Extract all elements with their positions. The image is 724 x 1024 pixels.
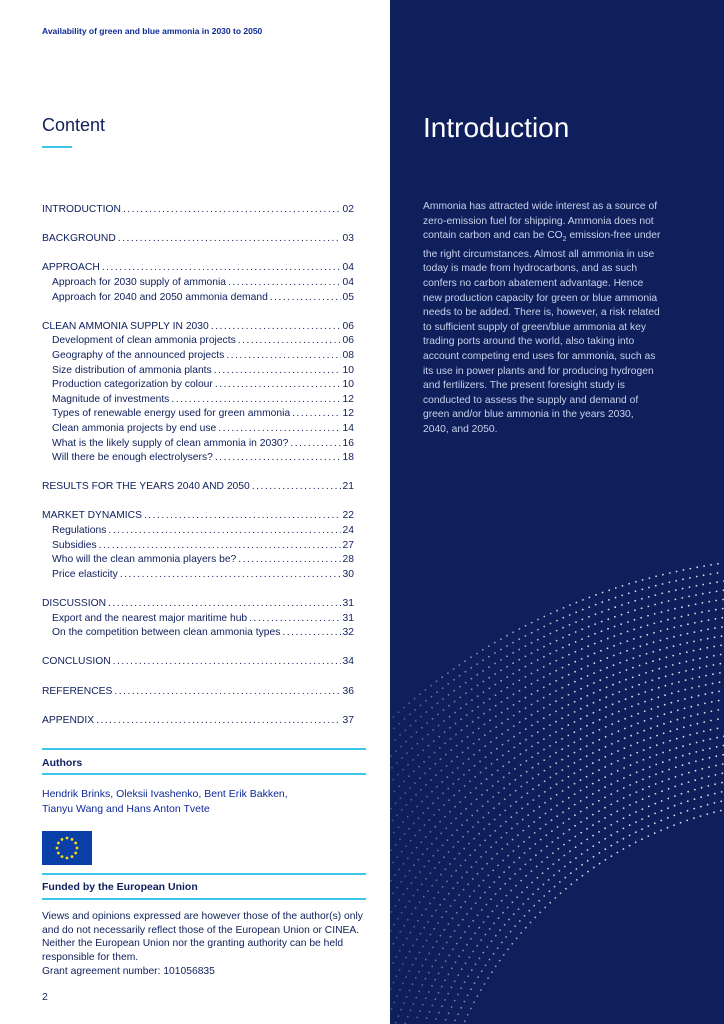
toc-entry[interactable]: [42, 480, 354, 495]
toc-subentry[interactable]: [42, 378, 354, 393]
toc-page-number: 37: [342, 714, 354, 726]
toc-leader-dots: [211, 320, 341, 335]
toc-leader-dots: [102, 261, 341, 276]
introduction-text: [423, 200, 661, 438]
toc-page-number: 31: [342, 598, 354, 610]
toc-leader-dots: [171, 393, 340, 408]
toc-label: RESULTS FOR THE YEARS 2040 AND 2050: [42, 481, 250, 493]
toc-label: INTRODUCTION: [42, 204, 121, 215]
toc-entry[interactable]: [42, 597, 354, 612]
grant-number: Grant agreement number: 101056835: [42, 965, 215, 977]
toc-page-number: 10: [342, 364, 354, 376]
toc-subentry[interactable]: [42, 291, 354, 306]
toc-leader-dots: [214, 364, 341, 379]
toc-leader-dots: [108, 524, 340, 539]
toc-leader-dots: [282, 626, 340, 641]
toc-page-number: 10: [342, 379, 354, 391]
toc-subentry[interactable]: [42, 612, 354, 627]
toc-page-number: 08: [342, 349, 354, 361]
toc-subentry[interactable]: [42, 407, 354, 422]
toc-page-number: 05: [342, 291, 354, 303]
toc-leader-dots: [144, 509, 341, 524]
intro-text-part: Ammonia has attracted wide interest as a source of zero-emission fuel for shipping. Ammonia does not contain carbon and can be CO: [423, 201, 658, 242]
toc-leader-dots: [228, 276, 341, 291]
toc-subentry[interactable]: [42, 276, 354, 291]
eu-flag-icon: [42, 831, 92, 865]
toc-subentry[interactable]: [42, 524, 354, 539]
toc-subentry[interactable]: [42, 626, 354, 641]
toc-page-number: 14: [342, 422, 354, 434]
toc-entry[interactable]: [42, 685, 354, 700]
toc-label: Export and the nearest major maritime hub: [52, 612, 248, 624]
toc-leader-dots: [114, 685, 340, 700]
eu-star-icon: [74, 852, 77, 855]
intro-text-part: emission-free under the right circumstances. Almost all ammonia in use today is made from hydrocarbons, and as such confers no carbon abatement advantage. Hence new production capacity for green or blue ammonia needs to be added. There is, however, a risk related to sufficient supply of green/blue ammonia at key trading ports around the world, also taking into account competing end uses for ammonia, such as its use in power plants and for producing hydrogen and fertilizers. The present foresight study is conducted to assess the supply and demand of green and/or blue ammonia in the years 2030, 2040, and 2050.: [423, 230, 661, 435]
introduction-heading: Introduction: [423, 112, 570, 143]
toc-subentry[interactable]: [42, 437, 354, 452]
toc-label: BACKGROUND: [42, 233, 116, 245]
divider: [42, 873, 366, 875]
toc-leader-dots: [292, 407, 340, 422]
toc-label: Price elasticity: [52, 568, 118, 580]
toc-label: Production categorization by colour: [52, 379, 213, 391]
toc-page-number: 22: [342, 510, 354, 522]
toc-page-number: 04: [342, 276, 354, 288]
toc-page-number: 12: [342, 393, 354, 405]
toc-entry[interactable]: [42, 261, 354, 276]
eu-star-icon: [57, 842, 60, 845]
eu-star-icon: [71, 855, 74, 858]
toc-entry[interactable]: [42, 655, 354, 670]
toc-label: Approach for 2030 supply of ammonia: [52, 276, 227, 288]
eu-star-icon: [61, 838, 64, 841]
toc-page-number: 24: [342, 525, 354, 537]
authors-line: Hendrik Brinks, Oleksii Ivashenko, Bent Erik Bakken,: [42, 788, 288, 800]
eu-star-icon: [66, 857, 69, 860]
toc-label: APPROACH: [42, 262, 100, 274]
toc-page-number: 12: [342, 408, 354, 420]
toc-subentry[interactable]: [42, 393, 354, 408]
toc-leader-dots: [238, 334, 341, 349]
toc-leader-dots: [218, 422, 340, 437]
toc-subentry[interactable]: [42, 451, 354, 466]
toc-page-number: 31: [342, 612, 354, 624]
heading-underline: [42, 146, 72, 148]
divider: [42, 773, 366, 775]
eu-star-icon: [56, 847, 59, 850]
intro-subscript: 2: [562, 236, 567, 244]
eu-star-icon: [57, 852, 60, 855]
toc-subentry[interactable]: [42, 568, 354, 583]
table-of-contents: [42, 203, 354, 728]
toc-label: DISCUSSION: [42, 598, 107, 610]
toc-page-number: 27: [342, 539, 354, 551]
toc-label: CONCLUSION: [42, 656, 111, 668]
disclaimer: [42, 910, 368, 979]
toc-leader-dots: [252, 480, 341, 495]
toc-label: What is the likely supply of clean ammonia in 2030?: [52, 437, 289, 449]
toc-page-number: 16: [342, 437, 354, 449]
funding-heading: Funded by the European Union: [42, 881, 198, 893]
authors-heading: Authors: [42, 757, 83, 769]
disclaimer-text: Views and opinions expressed are however those of the author(s) only and do not necessarily reflect those of the European Union or CINEA. Neither the European Union nor the granting authority can be held responsible for them.: [42, 911, 363, 964]
toc-subentry[interactable]: [42, 553, 354, 568]
toc-page-number: 06: [342, 320, 354, 332]
eu-star-icon: [66, 837, 69, 840]
divider: [42, 898, 366, 900]
toc-label: CLEAN AMMONIA SUPPLY IN 2030: [42, 320, 209, 332]
toc-page-number: 30: [342, 568, 354, 580]
toc-entry[interactable]: [42, 232, 354, 247]
toc-page-number: 34: [342, 656, 354, 668]
toc-subentry[interactable]: [42, 349, 354, 364]
authors-line: Tianyu Wang and Hans Anton Tvete: [42, 802, 210, 815]
eu-star-icon: [74, 842, 77, 845]
toc-leader-dots: [249, 612, 340, 627]
toc-page-number: 18: [342, 452, 354, 464]
toc-page-number: 28: [342, 554, 354, 566]
toc-label: Regulations: [52, 525, 107, 537]
toc-page-number: 36: [342, 685, 354, 697]
toc-entry[interactable]: [42, 320, 354, 335]
toc-label: Clean ammonia projects by end use: [52, 422, 217, 434]
toc-leader-dots: [215, 451, 341, 466]
toc-subentry[interactable]: [42, 334, 354, 349]
toc-label: On the competition between clean ammonia types: [52, 627, 281, 639]
toc-leader-dots: [215, 378, 341, 393]
toc-leader-dots: [113, 655, 341, 670]
toc-page-number: 04: [342, 262, 354, 274]
toc-leader-dots: [108, 597, 340, 612]
toc-page-number: 21: [342, 481, 354, 493]
toc-leader-dots: [226, 349, 340, 364]
toc-label: Size distribution of ammonia plants: [52, 364, 212, 376]
toc-label: APPENDIX: [42, 714, 95, 726]
toc-entry[interactable]: [42, 509, 354, 524]
toc-page-number: 32: [342, 627, 354, 639]
toc-label: Geography of the announced projects: [52, 349, 225, 361]
eu-star-icon: [71, 838, 74, 841]
toc-leader-dots: [120, 568, 341, 583]
toc-page-number: 06: [342, 335, 354, 347]
toc-leader-dots: [96, 714, 340, 729]
toc-page-number: 03: [342, 233, 354, 245]
toc-leader-dots: [238, 553, 340, 568]
toc-subentry[interactable]: [42, 422, 354, 437]
eu-star-icon: [61, 855, 64, 858]
toc-label: Subsidies: [52, 539, 97, 551]
content-heading: Content: [42, 115, 106, 135]
toc-label: Magnitude of investments: [52, 393, 170, 405]
toc-label: Development of clean ammonia projects: [52, 335, 236, 347]
page-number: 2: [42, 991, 48, 1003]
toc-page-number: 02: [342, 204, 354, 215]
toc-label: Approach for 2040 and 2050 ammonia demand: [52, 291, 268, 303]
toc-label: Who will the clean ammonia players be?: [52, 554, 237, 566]
toc-label: REFERENCES: [42, 685, 113, 697]
toc-leader-dots: [118, 232, 341, 247]
dot-pattern: [390, 0, 724, 1024]
authors-list: [42, 787, 342, 816]
toc-subentry[interactable]: [42, 539, 354, 554]
toc-leader-dots: [123, 203, 341, 218]
toc-leader-dots: [270, 291, 341, 306]
eu-star-icon: [76, 847, 79, 850]
toc-label: Types of renewable energy used for green ammonia: [52, 408, 291, 420]
toc-subentry[interactable]: [42, 364, 354, 379]
running-header: Availability of green and blue ammonia in 2030 to 2050: [42, 26, 263, 36]
toc-label: Will there be enough electrolysers?: [52, 452, 213, 464]
introduction-panel: [390, 0, 724, 1024]
toc-label: MARKET DYNAMICS: [42, 510, 142, 522]
toc-entry[interactable]: [42, 203, 354, 218]
toc-leader-dots: [99, 539, 341, 554]
toc-entry[interactable]: [42, 714, 354, 729]
divider: [42, 748, 366, 750]
toc-leader-dots: [290, 437, 340, 452]
